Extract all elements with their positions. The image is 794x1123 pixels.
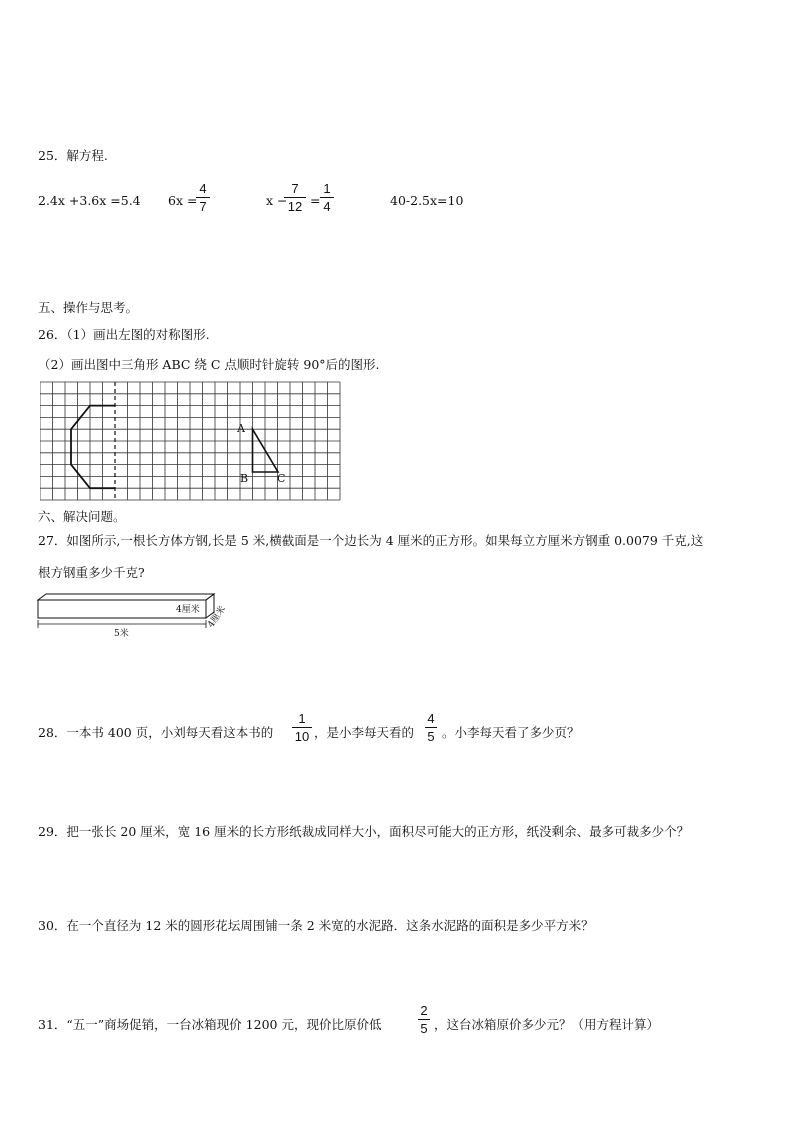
q31-fraction (418, 1003, 430, 1036)
q28-fraction-2 (425, 711, 437, 744)
label-b: B (240, 472, 249, 485)
q28-fraction-1 (292, 711, 312, 744)
q28-part-1: 28．一本书 400 页，小刘每天看这本书的 (38, 725, 274, 740)
fraction-bar (320, 197, 334, 198)
grid-figure (40, 380, 360, 504)
q25-equation-2-left: 6x = (168, 193, 198, 208)
q27-line-2: 根方钢重多少千克? (38, 565, 145, 580)
label-4cm-side: 4厘米 (206, 604, 229, 630)
fraction-bar (284, 197, 306, 198)
fraction-denominator: 4 (323, 199, 331, 214)
q25-equation-3-equals: = (310, 193, 321, 208)
fraction-numerator: 1 (323, 181, 331, 196)
q26-part-2: （2）画出图中三角形 ABC 绕 C 点顺时针旋转 90°后的图形. (38, 357, 380, 372)
section-6-title: 六、解决问题。 (38, 509, 126, 524)
fraction-bar (418, 1019, 430, 1020)
label-a: A (237, 422, 245, 435)
fraction-numerator: 2 (420, 1003, 428, 1018)
fraction-numerator: 7 (291, 181, 299, 196)
q31-part-1: 31．“五一”商场促销，一台冰箱现价 1200 元，现价比原价低 (38, 1017, 382, 1032)
fraction-numerator: 4 (199, 181, 207, 196)
q25-title: 25．解方程. (38, 148, 108, 163)
q29-text: 29．把一张长 20 厘米，宽 16 厘米的长方形纸裁成同样大小，面积尽可能大的正方形，纸没剩余、最多可裁多少个？ (38, 824, 690, 839)
q25-equation-4: 40-2.5x=10 (390, 193, 464, 208)
q30-text: 30．在一个直径为 12 米的圆形花坛周围铺一条 2 米宽的水泥路．这条水泥路的面积是多少平方米？ (38, 918, 594, 933)
section-5-title: 五、操作与思考。 (38, 300, 139, 315)
fraction-bar (196, 197, 210, 198)
fraction-denominator: 12 (287, 199, 303, 214)
q27-line-1: 27．如图所示,一根长方体方钢,长是 5 米,横截面是一个边长为 4 厘米的正方形。如果每立方厘米方钢重 0.0079 千克,这 (38, 533, 704, 548)
label-5m: 5米 (114, 629, 129, 639)
q26-part-1: 26．（1）画出左图的对称图形. (38, 327, 210, 342)
q25-equation-3-fraction-2 (320, 181, 334, 214)
q28-part-2: ，是小李每天看的 (314, 725, 415, 740)
q31-part-2: ，这台冰箱原价多少元？（用方程计算） (434, 1017, 660, 1032)
fraction-bar (292, 727, 312, 728)
label-4cm-top: 4厘米 (176, 605, 200, 615)
q28-part-3: 。小李每天看了多少页？ (442, 725, 580, 740)
fraction-denominator: 7 (199, 199, 207, 214)
fraction-denominator: 10 (294, 729, 310, 744)
fraction-numerator: 4 (427, 711, 435, 726)
steel-bar-figure (36, 590, 246, 646)
fraction-bar (425, 727, 437, 728)
label-c: C (277, 472, 286, 485)
fraction-denominator: 5 (420, 1021, 428, 1036)
q25-equation-3-left: x − (266, 193, 288, 208)
fraction-denominator: 5 (427, 729, 435, 744)
q25-equation-1: 2.4x +3.6x =5.4 (38, 193, 141, 208)
q25-equation-3-fraction-1 (284, 181, 306, 214)
q25-equation-2-fraction (196, 181, 210, 214)
fraction-numerator: 1 (298, 711, 306, 726)
